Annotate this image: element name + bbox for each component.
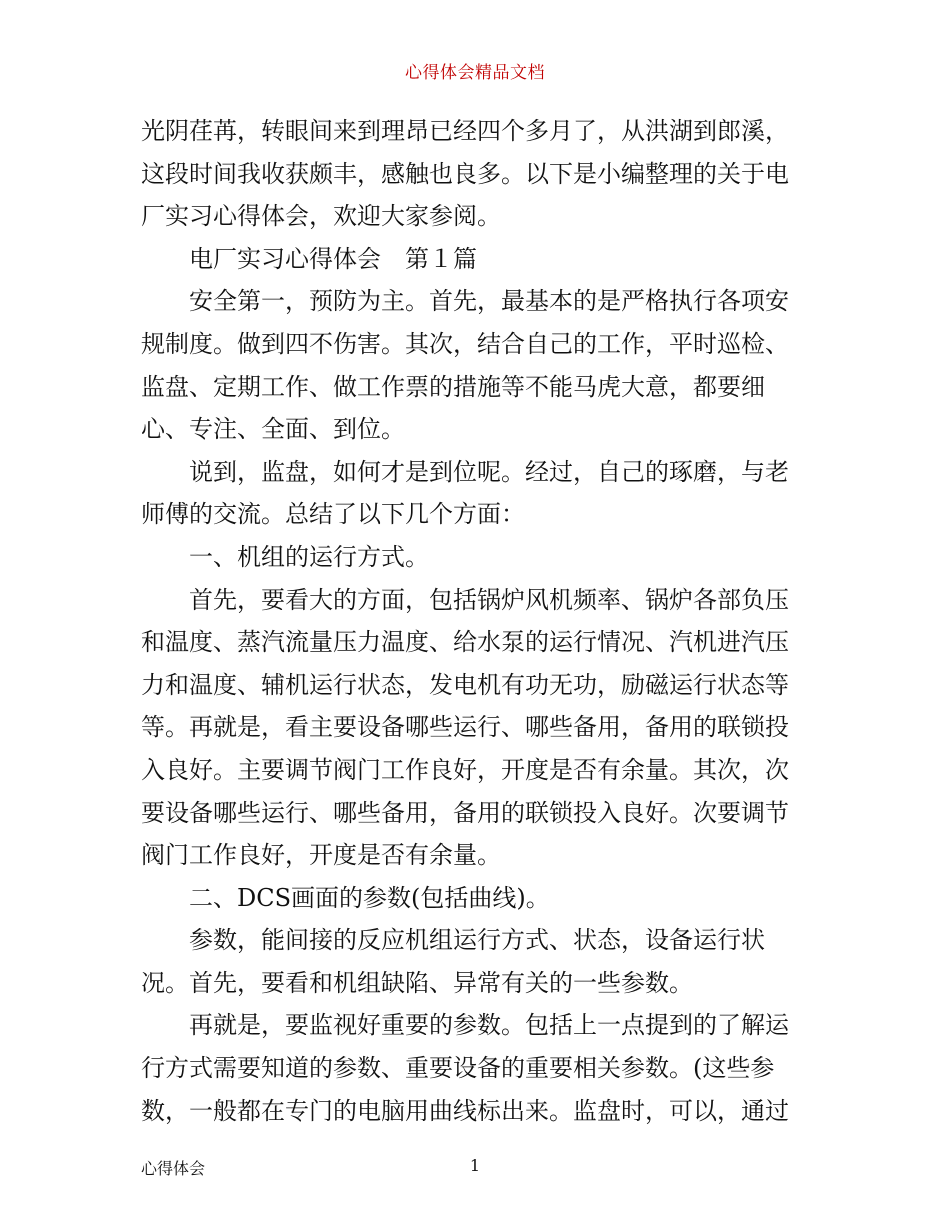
- body-line: 力和温度、辅机运行状态，发电机有功无功，励磁运行状态等: [141, 670, 789, 699]
- body-line: 数，一般都在专门的电脑用曲线标出来。监盘时，可以，通过: [141, 1096, 789, 1125]
- footer-label: 心得体会: [141, 1159, 206, 1178]
- body-line: 再就是，要监视好重要的参数。包括上一点提到的了解运: [189, 1011, 789, 1040]
- body-line: 心、专注、全面、到位。: [141, 415, 405, 444]
- page-header-title: 心得体会精品文档: [405, 63, 545, 83]
- body-line: 阀门工作良好，开度是否有余量。: [141, 841, 501, 870]
- body-line: 监盘、定期工作、做工作票的措施等不能马虎大意，都要细: [141, 372, 765, 401]
- page-number: 1: [469, 1156, 481, 1175]
- body-line: 这段时间我收获颇丰，感触也良多。以下是小编整理的关于电: [141, 159, 789, 188]
- body-line: 要设备哪些运行、哪些备用，备用的联锁投入良好。次要调节: [141, 798, 789, 827]
- body-line: 况。首先，要看和机组缺陷、异常有关的一些参数。: [141, 968, 693, 997]
- body-line: 和温度、蒸汽流量压力温度、给水泵的运行情况、汽机进汽压: [141, 628, 789, 657]
- body-line: 厂实习心得体会，欢迎大家参阅。: [141, 202, 501, 231]
- subheading: 一、机组的运行方式。: [189, 542, 429, 571]
- body-line: 等。再就是，看主要设备哪些运行、哪些备用，备用的联锁投: [141, 713, 789, 742]
- body-line: 首先，要看大的方面，包括锅炉风机频率、锅炉各部负压: [189, 585, 789, 614]
- body-line: 入良好。主要调节阀门工作良好，开度是否有余量。其次，次: [141, 755, 789, 784]
- section-heading: 电厂实习心得体会 第１篇: [189, 244, 477, 273]
- body-line: 安全第一，预防为主。首先，最基本的是严格执行各项安: [189, 287, 789, 316]
- body-line: 行方式需要知道的参数、重要设备的重要相关参数。(这些参: [141, 1054, 775, 1083]
- document-body: [141, 110, 821, 1132]
- body-line: 师傅的交流。总结了以下几个方面：: [141, 500, 525, 529]
- subheading: 二、DCS画面的参数(包括曲线)。: [189, 883, 550, 912]
- body-line: 说到，监盘，如何才是到位呢。经过，自己的琢磨，与老: [189, 457, 789, 486]
- body-line: 参数，能间接的反应机组运行方式、状态，设备运行状: [189, 926, 765, 955]
- body-line: 规制度。做到四不伤害。其次，结合自己的工作，平时巡检、: [141, 329, 789, 358]
- body-line: 光阴荏苒，转眼间来到理昂已经四个多月了，从洪湖到郎溪，: [141, 117, 789, 145]
